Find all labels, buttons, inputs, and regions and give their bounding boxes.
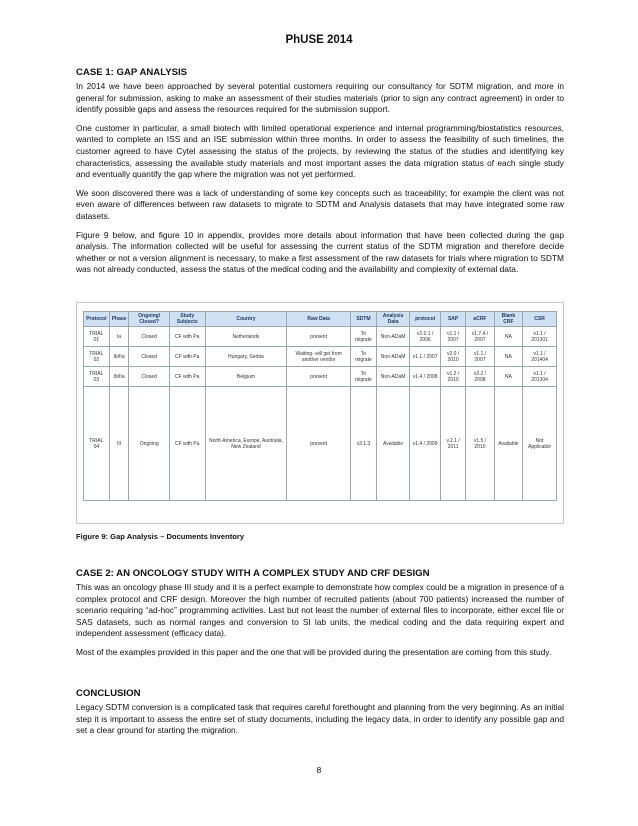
cell: To migrate	[350, 347, 376, 367]
page-header: PhUSE 2014	[285, 34, 353, 46]
col-country: Country	[205, 312, 287, 327]
col-sdtm: SDTM	[350, 312, 376, 327]
col-study-subjects: Study Subjects	[169, 312, 205, 327]
cell: v1.4 / 2008	[410, 367, 441, 387]
table-row	[84, 387, 557, 501]
cell: CF with Pa	[169, 367, 205, 387]
table-row	[84, 327, 557, 347]
cell: Ongoing	[129, 387, 169, 501]
cell: Ib/IIa	[109, 367, 129, 387]
col-csr: CSR	[523, 312, 557, 327]
cell: v1.1 / 2007	[466, 347, 494, 367]
col-sap: SAP	[440, 312, 465, 327]
gap-analysis-figure	[76, 302, 564, 524]
page-number: 8	[316, 765, 322, 775]
cell: v1.2 / 2010	[440, 367, 465, 387]
cell: Belgium	[205, 367, 287, 387]
cell: CF with Pa	[169, 327, 205, 347]
cell: NA	[494, 367, 522, 387]
cell: present	[287, 387, 351, 501]
cell: TRIAL 03	[84, 367, 110, 387]
cell: Available	[494, 387, 522, 501]
cell: North America, Europe, Australia, New Zealand	[205, 387, 287, 501]
cell: To migrate	[350, 327, 376, 347]
col-protocol-version: protocol	[410, 312, 441, 327]
col-blank-crf: Blank CRF	[494, 312, 522, 327]
case1-paragraph-4: Figure 9 below, and figure 10 in appendix, provides more details about information that have been collected during the gap analysis. The information collected will be useful for assessing the current status of the SDTM migration and therefore decide whether or not a version alignment is necessary, to make a first assessment of the raw datasets for trials where migration to SDTM was not already conducted, assess the status of the medical coding and the availability and complexity of external data.	[76, 229, 564, 275]
cell: Closed	[129, 347, 169, 367]
cell: Netherlands	[205, 327, 287, 347]
cell: III	[109, 387, 129, 501]
col-phase: Phase	[109, 312, 129, 327]
cell: v1.1 / 2007	[440, 327, 465, 347]
cell: Waiting- will get from another vendor	[287, 347, 351, 367]
case1-section	[76, 67, 564, 283]
cell: present	[287, 327, 351, 347]
case2-paragraph-1: This was an oncology phase III study and it is a perfect example to demonstrate how complex could be a migration in presence of a complex protocol and CRF design. Moreover the high number of recruited patients (about 700 patients) increased the number of scenario requiring “ad-hoc” programming activities. Last but not least the number of external files to incorporate, either excel file or SAS datasets, such as normal ranges and conversion to SI lab units, the medical coding and the data requiring expert and independent assessment (efficacy data).	[76, 582, 564, 639]
case1-paragraph-3: We soon discovered there was a lack of understanding of some key concepts such as traceability; for example the client was not even aware of differences between raw datasets to migrate to SDTM and Analysis datasets that may have integrated some raw datasets.	[76, 187, 564, 221]
cell: TRIAL 04	[84, 387, 110, 501]
cell: Closed	[129, 367, 169, 387]
cell: v1.1 / 201304	[523, 367, 557, 387]
case2-section	[76, 568, 564, 666]
table-row	[84, 347, 557, 367]
cell: Ia	[109, 327, 129, 347]
cell: Hungary, Serbia	[205, 347, 287, 367]
case1-heading: CASE 1: GAP ANALYSIS	[76, 67, 188, 78]
cell: v1.1 / 201301	[523, 327, 557, 347]
conclusion-paragraph-1: Legacy SDTM conversion is a complicated task that requires careful forethought and planning from the very beginning. As an initial step it is important to assess the entire set of study documents, including the legacy data, in order to identify any possible gap and set a clear ground for starting the migration.	[76, 702, 564, 736]
cell: TRIAL 01	[84, 327, 110, 347]
cell: v1.4 / 2009	[410, 387, 441, 501]
cell: NA	[494, 327, 522, 347]
figure-caption: Figure 9: Gap Analysis – Documents Inventory	[76, 532, 245, 541]
cell: CF with Pa	[169, 387, 205, 501]
cell: present	[287, 367, 351, 387]
cell: Non-ADaM	[376, 347, 409, 367]
cell: Non-ADaM	[376, 327, 409, 347]
documents-inventory-table	[83, 311, 557, 501]
conclusion-heading: CONCLUSION	[76, 688, 141, 699]
conclusion-section	[76, 688, 564, 744]
cell: v2.0.1 / 2006	[410, 327, 441, 347]
cell: Available	[376, 387, 409, 501]
cell: v1.1 / 2007	[410, 347, 441, 367]
cell: v.2.1 / 2011	[440, 387, 465, 501]
col-ongoing-closed: Ongoing/ Closed?	[129, 312, 169, 327]
case2-paragraph-2: Most of the examples provided in this paper and the one that will be provided during the presentation are coming from this study.	[76, 646, 552, 657]
cell: v1.1 / 201404	[523, 347, 557, 367]
cell: v1.5 / 2010	[466, 387, 494, 501]
cell: v3.1.3	[350, 387, 376, 501]
case2-heading: CASE 2: AN ONCOLOGY STUDY WITH A COMPLEX STUDY AND CRF DESIGN	[76, 568, 430, 579]
col-protocol: Protocol	[84, 312, 110, 327]
col-acrf: aCRF	[466, 312, 494, 327]
cell: v1.7.4 / 2007	[466, 327, 494, 347]
cell: v2.0 / 2010	[440, 347, 465, 367]
cell: NA	[494, 347, 522, 367]
case1-paragraph-2: One customer in particular, a small biotech with limited operational experience and internal programming/biostatistics resources, wanted to complete an ISS and an ISE submission within three months. In order to assess the feasibility of such timelines, the customer agreed to have Cytel assessing the status of the projects, by reviewing the status of the studies and identifying key characteristics, assessing the available study materials and most important asses the data migration status of each single study and eventually quantify the gap where the migration was not yet performed.	[76, 122, 564, 180]
table-header-row	[84, 312, 557, 327]
col-analysis-data: Analysis Data	[376, 312, 409, 327]
cell: Non-ADaM	[376, 367, 409, 387]
cell: Ib/IIa	[109, 347, 129, 367]
cell: Closed	[129, 327, 169, 347]
cell: TRIAL 02	[84, 347, 110, 367]
col-raw-data: Raw Data	[287, 312, 351, 327]
cell: CF with Pa	[169, 347, 205, 367]
case1-paragraph-1: In 2014 we have been approached by several potential customers requiring our consultancy for SDTM migration, and more in general for submission, asking to make an assessment of their studies materials (prior to sign any contract agreement) in order to identify possible gaps and assess the resources required for the submission support.	[76, 81, 564, 115]
cell: To migrate	[350, 367, 376, 387]
cell: v2.2 / 2008	[466, 367, 494, 387]
table-row	[84, 367, 557, 387]
cell: Not Applicable	[523, 387, 557, 501]
